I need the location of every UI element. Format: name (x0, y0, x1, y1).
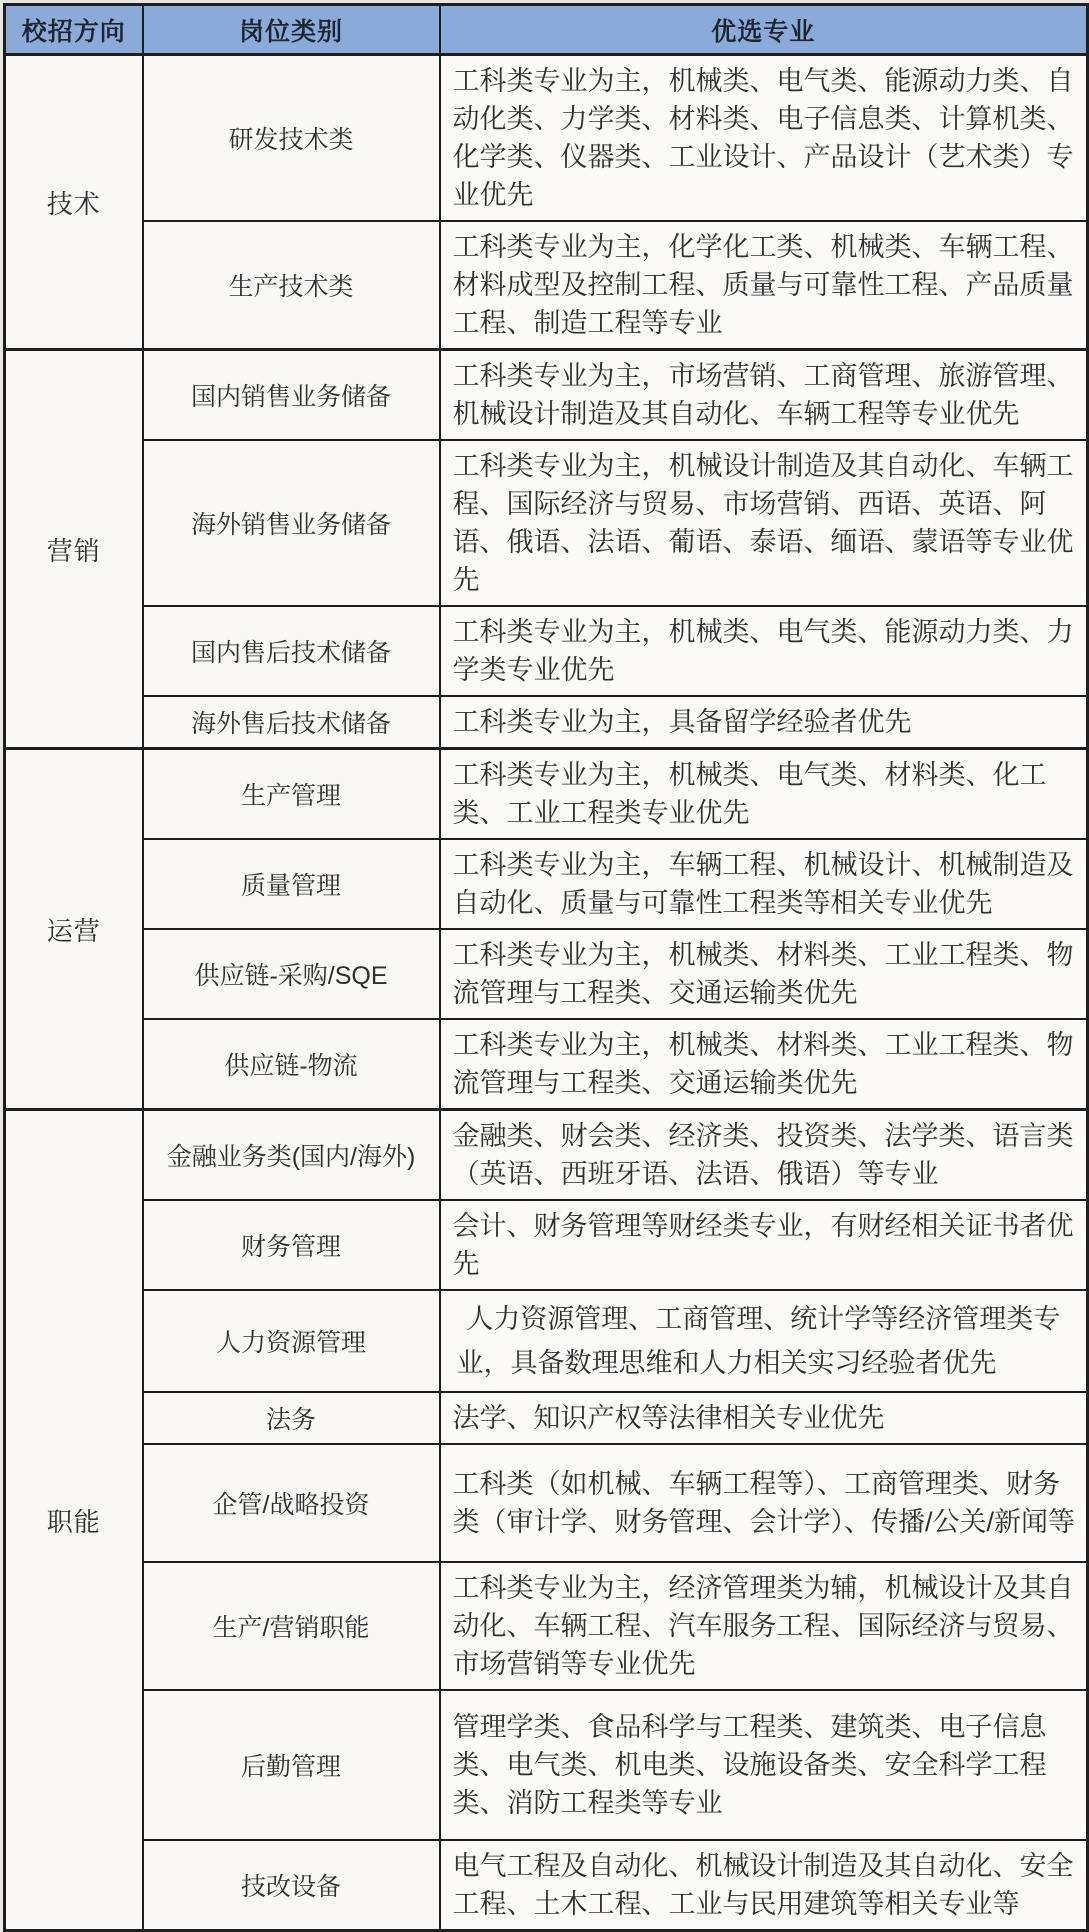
recruitment-table (3, 3, 1089, 1932)
category-cell: 国内售后技术储备 (143, 606, 440, 696)
category-cell: 后勤管理 (143, 1690, 440, 1840)
category-cell: 海外售后技术储备 (143, 696, 440, 749)
category-cell: 金融业务类(国内/海外) (143, 1110, 440, 1201)
table-row (5, 1562, 1088, 1690)
category-cell: 生产/营销职能 (143, 1562, 440, 1690)
table-row (5, 350, 1088, 441)
majors-cell: 金融类、财会类、经济类、投资类、法学类、语言类（英语、西班牙语、法语、俄语）等专业 (440, 1110, 1088, 1201)
header-majors: 优选专业 (440, 5, 1088, 55)
category-cell: 生产管理 (143, 749, 440, 840)
majors-cell: 工科类专业为主，机械类、材料类、工业工程类、物流管理与工程类、交通运输类优先 (440, 1019, 1088, 1110)
header-row (5, 5, 1088, 55)
category-cell: 供应链-采购/SQE (143, 929, 440, 1019)
category-cell: 法务 (143, 1392, 440, 1444)
category-cell: 技改设备 (143, 1840, 440, 1931)
category-cell: 研发技术类 (143, 55, 440, 222)
category-cell: 供应链-物流 (143, 1019, 440, 1110)
majors-cell: 工科类专业为主，机械类、材料类、工业工程类、物流管理与工程类、交通运输类优先 (440, 929, 1088, 1019)
table-row (5, 929, 1088, 1019)
table-row (5, 1840, 1088, 1931)
group-cell-marketing: 营销 (5, 350, 143, 749)
table-row (5, 1019, 1088, 1110)
table-row (5, 1110, 1088, 1201)
majors-cell: 工科类专业为主，市场营销、工商管理、旅游管理、机械设计制造及其自动化、车辆工程等专业优先 (440, 350, 1088, 441)
majors-cell: 工科类专业为主，经济管理类为辅，机械设计及其自动化、车辆工程、汽车服务工程、国际经济与贸易、市场营销等专业优先 (440, 1562, 1088, 1690)
majors-cell: 工科类专业为主，机械类、电气类、能源动力类、力学类专业优先 (440, 606, 1088, 696)
majors-cell: 人力资源管理、工商管理、统计学等经济管理类专业，具备数理思维和人力相关实习经验者优先 (440, 1290, 1088, 1392)
group-cell-operations: 运营 (5, 749, 143, 1110)
table-row (5, 1690, 1088, 1840)
category-cell: 生产技术类 (143, 221, 440, 350)
table-row (5, 1200, 1088, 1290)
header-direction: 校招方向 (5, 5, 143, 55)
majors-cell: 会计、财务管理等财经类专业，有财经相关证书者优先 (440, 1200, 1088, 1290)
table-row (5, 1444, 1088, 1562)
group-cell-functions: 职能 (5, 1110, 143, 1931)
category-cell: 人力资源管理 (143, 1290, 440, 1392)
majors-cell: 法学、知识产权等法律相关专业优先 (440, 1392, 1088, 1444)
category-cell: 企管/战略投资 (143, 1444, 440, 1562)
majors-cell: 工科类专业为主，机械设计制造及其自动化、车辆工程、国际经济与贸易、市场营销、西语、英语、阿语、俄语、法语、葡语、泰语、缅语、蒙语等专业优先 (440, 440, 1088, 606)
table-row (5, 1290, 1088, 1392)
table-row (5, 55, 1088, 222)
majors-cell: 工科类专业为主，车辆工程、机械设计、机械制造及自动化、质量与可靠性工程类等相关专业优先 (440, 839, 1088, 929)
majors-cell: 工科类专业为主，机械类、电气类、能源动力类、自动化类、力学类、材料类、电子信息类、计算机类、化学类、仪器类、工业设计、产品设计（艺术类）专业优先 (440, 55, 1088, 222)
majors-cell: 电气工程及自动化、机械设计制造及其自动化、安全工程、土木工程、工业与民用建筑等相关专业等 (440, 1840, 1088, 1931)
table-row (5, 221, 1088, 350)
majors-cell: 工科类专业为主，机械类、电气类、材料类、化工类、工业工程类专业优先 (440, 749, 1088, 840)
table-row (5, 606, 1088, 696)
table-row (5, 1392, 1088, 1444)
majors-cell: 工科类（如机械、车辆工程等）、工商管理类、财务类（审计学、财务管理、会计学）、传播/公关/新闻等 (440, 1444, 1088, 1562)
category-cell: 国内销售业务储备 (143, 350, 440, 441)
majors-cell: 管理学类、食品科学与工程类、建筑类、电子信息类、电气类、机电类、设施设备类、安全科学工程类、消防工程类等专业 (440, 1690, 1088, 1840)
table-body (5, 55, 1088, 1931)
table-header (5, 5, 1088, 55)
category-cell: 质量管理 (143, 839, 440, 929)
table-row (5, 696, 1088, 749)
table-row (5, 749, 1088, 840)
header-category: 岗位类别 (143, 5, 440, 55)
group-cell-tech: 技术 (5, 55, 143, 350)
category-cell: 海外销售业务储备 (143, 440, 440, 606)
table-row (5, 440, 1088, 606)
majors-cell: 工科类专业为主，化学化工类、机械类、车辆工程、材料成型及控制工程、质量与可靠性工程、产品质量工程、制造工程等专业 (440, 221, 1088, 350)
category-cell: 财务管理 (143, 1200, 440, 1290)
majors-cell: 工科类专业为主，具备留学经验者优先 (440, 696, 1088, 749)
table-row (5, 839, 1088, 929)
